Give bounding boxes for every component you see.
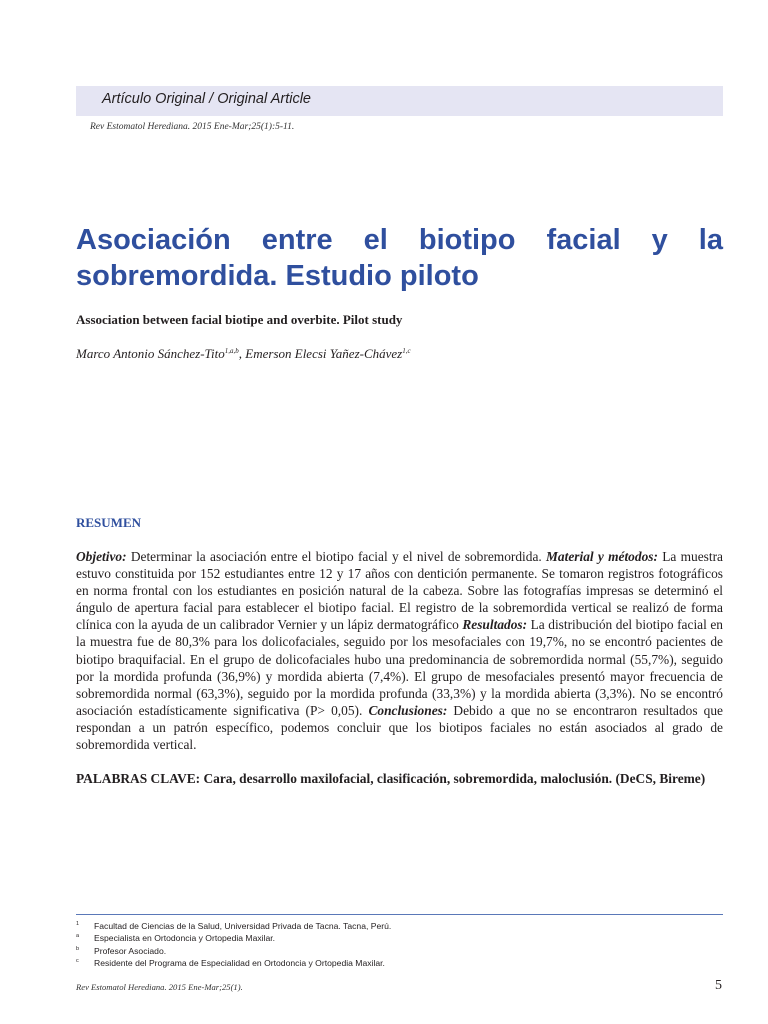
abstract-body [76, 548, 723, 753]
footnote-divider [76, 914, 723, 915]
article-type-band [76, 86, 723, 116]
footnote-text: Residente del Programa de Especialidad en Ortodoncia y Ortopedia Maxilar. [94, 958, 385, 969]
conclusions-text: Debido a que no se encontraron resultados que respondan a un patrón específico, podemos concluir que los biotipos faciales no están asociados al grado de sobremordida vertical. [76, 702, 723, 753]
page-number: 5 [715, 978, 722, 993]
footnote-text: Facultad de Ciencias de la Salud, Universidad Privada de Tacna. Tacna, Perú. [94, 921, 392, 931]
footnote [76, 932, 723, 944]
article-type-label: Artículo Original / Original Article [102, 91, 311, 107]
footnote-list [76, 920, 723, 970]
author-name: Emerson Elecsi Yañez-Chávez [245, 346, 403, 361]
author-separator: , [238, 346, 246, 361]
footnote-mark: a [76, 933, 80, 940]
footnote-text: Especialista en Ortodoncia y Ortopedia Maxilar. [94, 933, 276, 944]
journal-citation: Rev Estomatol Herediana. 2015 Ene-Mar;25(1):5-11. [90, 122, 295, 132]
footnote-text: Profesor Asociado. [94, 945, 167, 956]
footnote [76, 920, 723, 932]
keywords: PALABRAS CLAVE: Cara, desarrollo maxilofacial, clasificación, sobremordida, maloclusión. (DeCS, Bireme) [76, 771, 706, 786]
english-title: Association between facial biotipe and overbite. Pilot study [76, 312, 403, 327]
objective-text: Determinar la asociación entre el biotipo facial y el nivel de sobremordida. [126, 549, 547, 564]
author-affiliation: 1,a,b [224, 347, 239, 355]
footnote-mark: b [76, 945, 80, 952]
footnote-mark: 1 [76, 921, 80, 927]
objective-label: Objetivo: [76, 549, 127, 564]
author-affiliation: 1,c [402, 347, 411, 355]
abstract-heading: RESUMEN [76, 515, 142, 530]
footnote [76, 957, 723, 969]
results-label: Resultados: [462, 617, 528, 633]
footnote-mark: c [76, 958, 79, 965]
author-name: Marco Antonio Sánchez-Tito [76, 346, 225, 361]
footer-citation: Rev Estomatol Herediana. 2015 Ene-Mar;25(1). [76, 982, 243, 992]
article-title: Asociación entre el biotipo facial y la sobremordida. Estudio piloto [76, 224, 723, 292]
methods-text: La muestra estuvo constituida por 152 estudiantes entre 12 y 17 años con dentición permanente. Se tomaron registros fotográficos en norma frontal con los estudiantes en posición natural de la cabeza. Sobre las fotografías impresas se determinó el ángulo de apertura facial para establecer el biotipo facial. El registro de la sobremordida vertical se realizó de forma clínica con la ayuda de un calibrador Vernier y un lápiz dermatográfico [76, 549, 723, 633]
footnote [76, 945, 723, 957]
results-text: La distribución del biotipo facial en la muestra fue de 80,3% para los dolicofaciales, seguido por los mesofaciales con 19,7%, no se encontró pacientes de biotipo braquifacial. En el grupo de dolicofaciales hubo una predominancia de sobremordida normal (55,7%), seguido por la mordida profunda (36,9%) y mordida abierta (7,4%). El grupo de mesofaciales presentó mayor frecuencia de sobremordida normal (63,3%), seguido por la mordida profunda (33,3%) y la mordida abierta (3,3%). No se encontró asociación estadísticamente significativa (P> 0,05). [76, 617, 723, 718]
conclusions-label: Conclusiones: [368, 702, 448, 718]
methods-label: Material y métodos: [546, 549, 658, 564]
author-list [76, 346, 411, 362]
